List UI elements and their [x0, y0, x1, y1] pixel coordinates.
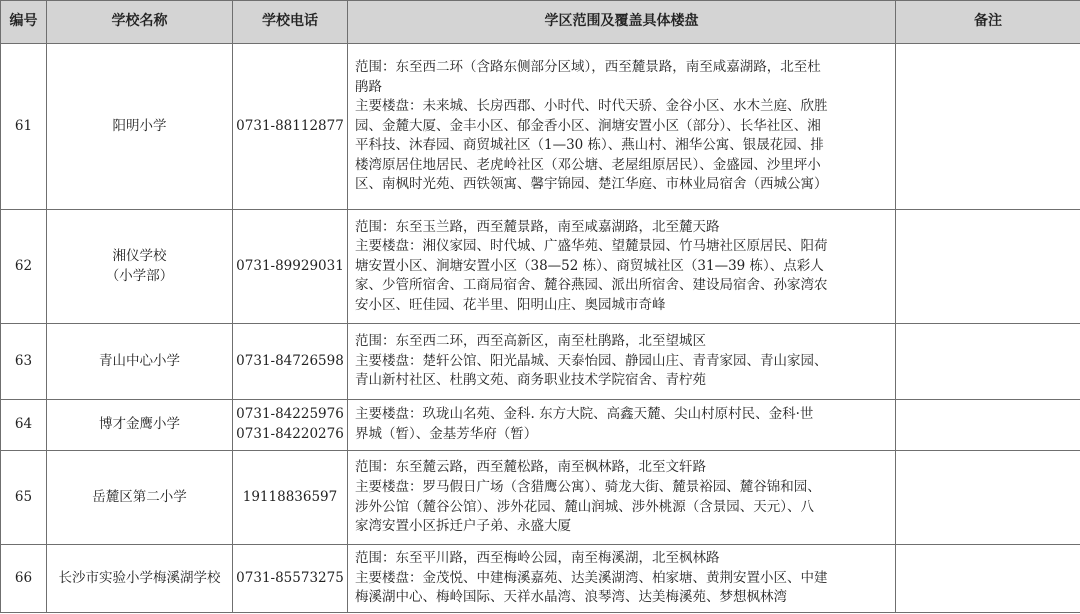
remark-cell: [896, 44, 1080, 210]
school-name-line: 博才金鹰小学: [99, 416, 180, 433]
school-name: [47, 324, 233, 400]
coverage-line: 梅溪湖中心、梅岭国际、天祥水晶湾、浪琴湾、达美梅溪苑、梦想枫林湾: [355, 589, 787, 606]
coverage-line: 范围：东至西二环，西至高新区，南至杜鹃路，北至望城区: [355, 333, 706, 350]
coverage-line: 楼湾原居住地居民、老虎岭社区（邓公塘、老屋组原居民）、金盛园、沙里坪小: [355, 156, 821, 173]
phone-number: 0731-84225976: [236, 406, 344, 423]
table-body: [1, 44, 1080, 613]
school-name-line: （小学部）: [105, 267, 174, 284]
school-phone: [233, 451, 348, 545]
school-name-line: 阳明小学: [112, 117, 167, 134]
school-name-line: 青山中心小学: [99, 352, 180, 369]
school-phone: [233, 324, 348, 400]
phone-number: 0731-84220276: [236, 426, 344, 442]
header-remark: 备注: [896, 1, 1080, 44]
coverage-line: 青山新村社区、杜鹃文苑、商务职业技术学院宿舍、青柠苑: [355, 372, 706, 389]
header-coverage: 学区范围及覆盖具体楼盘: [348, 1, 896, 44]
table-row: [1, 545, 1080, 613]
remark-cell: [896, 324, 1080, 400]
remark-cell: [896, 210, 1080, 324]
coverage-line: 界城（暂）、金基芳华府（暂）: [355, 426, 538, 442]
coverage-line: 涉外公馆（麓谷公馆）、涉外花园、麓山润城、涉外桃源（含景园、天元）、八: [355, 498, 814, 515]
coverage-line: 范围：东至西二环（含路东侧部分区域），西至麓景路，南至咸嘉湖路，北至杜: [355, 58, 821, 75]
school-name-line: 湘仪学校: [112, 247, 167, 264]
table-row: [1, 44, 1080, 210]
header-num: 编号: [1, 1, 47, 44]
row-num: 61: [1, 44, 47, 210]
coverage-cell: [348, 451, 896, 545]
school-phone: [233, 545, 348, 613]
coverage-line: 范围：东至平川路，西至梅岭公园，南至梅溪湖，北至枫林路: [355, 550, 720, 567]
header-row: [1, 1, 1080, 44]
school-name: [47, 451, 233, 545]
phone-number: 0731-84726598: [236, 352, 344, 369]
row-num: 65: [1, 451, 47, 545]
school-phone: [233, 44, 348, 210]
coverage-line: 主要楼盘：玖珑山名苑、金科. 东方大院、高鑫天麓、尖山村原村民、金科·世: [355, 406, 814, 423]
row-num: 64: [1, 400, 47, 451]
remark-cell: [896, 400, 1080, 451]
remark-cell: [896, 545, 1080, 613]
coverage-line: 家、少管所宿舍、工商局宿舍、麓谷燕园、派出所宿舍、建设局宿舍、孙家湾农: [355, 277, 828, 294]
coverage-line: 主要楼盘：楚轩公馆、阳光晶城、天泰怡园、静园山庄、青青家园、青山家园、: [355, 352, 828, 369]
table-row: [1, 400, 1080, 451]
school-name: [47, 545, 233, 613]
header-school-phone: 学校电话: [233, 1, 348, 44]
row-num: 62: [1, 210, 47, 324]
coverage-cell: [348, 44, 896, 210]
coverage-line: 主要楼盘：金茂悦、中建梅溪嘉苑、达美溪湖湾、柏家塘、黄荆安置小区、中建: [355, 569, 828, 586]
coverage-line: 平科技、沐春园、商贸城社区（1—30 栋）、燕山村、湘华公寓、银晟花园、排: [355, 137, 824, 154]
row-num: 66: [1, 545, 47, 613]
coverage-cell: [348, 210, 896, 324]
school-phone: [233, 400, 348, 451]
remark-cell: [896, 451, 1080, 545]
coverage-cell: [348, 400, 896, 451]
coverage-line: 范围：东至玉兰路，西至麓景路，南至咸嘉湖路，北至麓天路: [355, 218, 720, 235]
school-name-line: 长沙市实验小学梅溪湖学校: [58, 569, 221, 586]
coverage-cell: [348, 545, 896, 613]
header-school-name: 学校名称: [47, 1, 233, 44]
coverage-line: 园、金麓大厦、金丰小区、郁金香小区、涧塘安置小区（部分）、长华社区、湘: [355, 117, 821, 134]
phone-number: 0731-85573275: [236, 569, 344, 586]
coverage-line: 主要楼盘：罗马假日广场（含猎鹰公寓）、骑龙大街、麓景裕园、麓谷锦和园、: [355, 478, 821, 495]
table-row: [1, 210, 1080, 324]
table-row: [1, 451, 1080, 545]
row-num: 63: [1, 324, 47, 400]
phone-number: 19118836597: [242, 488, 338, 505]
school-name: [47, 400, 233, 451]
coverage-cell: [348, 324, 896, 400]
coverage-line: 主要楼盘：湘仪家园、时代城、广盛华苑、望麓景园、竹马塘社区原居民、阳荷: [355, 238, 828, 255]
phone-number: 0731-88112877: [236, 117, 344, 134]
coverage-line: 家湾安置小区拆迁户子弟、永盛大厦: [355, 518, 571, 535]
phone-number: 0731-89929031: [236, 257, 344, 274]
coverage-line: 鹃路: [355, 78, 382, 95]
coverage-line: 塘安置小区、涧塘安置小区（38—52 栋）、商贸城社区（31—39 栋）、点彩人: [355, 257, 824, 274]
coverage-line: 区、南枫时光苑、西铁领寓、馨宇锦园、楚江华庭、市林业局宿舍（西城公寓）: [355, 176, 828, 193]
table-row: [1, 324, 1080, 400]
school-phone: [233, 210, 348, 324]
school-name: [47, 44, 233, 210]
coverage-line: 范围：东至麓云路，西至麓松路，南至枫林路，北至文轩路: [355, 459, 706, 476]
school-name: [47, 210, 233, 324]
coverage-line: 安小区、旺佳园、花半里、阳明山庄、奥园城市奇峰: [355, 296, 666, 313]
school-name-line: 岳麓区第二小学: [92, 488, 187, 505]
coverage-line: 主要楼盘：未来城、长房西郡、小时代、时代天骄、金谷小区、水木兰庭、欣胜: [355, 98, 828, 115]
